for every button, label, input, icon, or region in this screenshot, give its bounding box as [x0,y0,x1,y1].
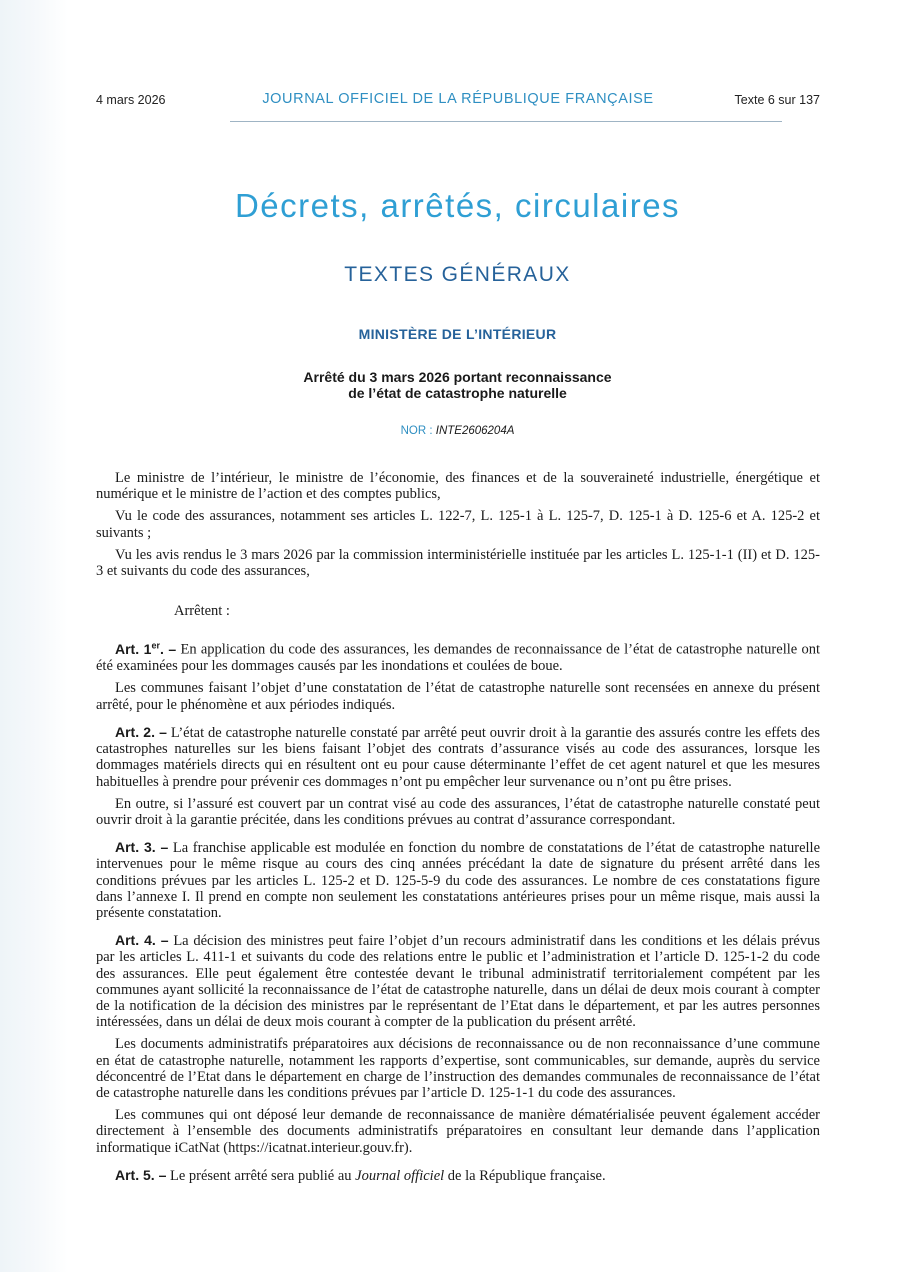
ministry-name: MINISTÈRE DE L’INTÉRIEUR [358,326,557,342]
publication-date: 4 mars 2026 [96,93,166,107]
nor-reference [0,425,900,437]
article-4-paragraph-2: Les documents administratifs préparatoires aux décisions de reconnaissance ou de non reconnaissance d’une commune en état de catastrophe naturelle, notamment les rapports d’expertise, sont communicables, sur demande, auprès du service déconcentré de l’Etat dans le département en charge de l’instruction des demandes communales de reconnaissance de l’état de catastrophe naturelle dans les conditions prévues par l’article D. 125-1-1 du code des assurances. [96,1036,820,1101]
article-5-paragraph-1: Art. 5. – Le présent arrêté sera publié au Journal officiel de la République française. [115,1166,606,1184]
nor-code: INTE2606204A [435,425,515,437]
article-1-label: Art. 1er. – [115,640,177,658]
article-2-paragraph-2: En outre, si l’assuré est couvert par un contrat visé au code des assurances, l’état de catastrophe naturelle constaté peut ouvrir droit à la garantie précitée, dans les conditions prévues au contrat d’assurance correspondant. [96,795,820,828]
act-title-line-2: de l’état de catastrophe naturelle [348,385,567,401]
article-4-paragraph-1: Art. 4. – La décision des ministres peut faire l’objet d’un recours administratif dans les conditions et les délais prévus par les articles L. 411-1 et suivants du code des relations entre le public et l’administration et l’article D. 125-1-2 du code des assurances. Elle peut également être contestée devant le tribunal administratif territorialement compétent par les communes ayant sollicité la reconnaissance de l’état de catastrophe naturelle, dans un délai de deux mois courant à compter de la notification de la décision des ministres par le représentant de l’Etat dans le département, et par les autres personnes intéressées, dans un délai de deux mois courant à compter de la publication du présent arrêté. [96,932,820,1031]
section-title: Décrets, arrêtés, circulaires [234,187,681,224]
act-title [0,369,900,401]
sub-title: TEXTES GÉNÉRAUX [344,263,571,286]
act-title-line-1: Arrêté du 3 mars 2026 portant reconnaissance [303,369,612,385]
article-4-paragraph-3: Les communes qui ont déposé leur demande de reconnaissance de manière dématérialisée peuvent également accéder directement à l’ensemble des documents administratifs préparatoires en consultant leur demande dans l’application informatique iCatNat (https://icatnat.interieur.gouv.fr). [96,1107,820,1156]
nor-label: NOR : [400,425,436,437]
article-1-paragraph-1: Art. 1er. – En application du code des assurances, les demandes de reconnaissance de l’état de catastrophe naturelle ont été examinées pour les dommages causés par les inondations et coulées de boue. [96,640,820,675]
preamble-vu-code: Vu le code des assurances, notamment ses articles L. 122-7, L. 125-1 à L. 125-7, D. 125-1 à D. 125-6 et A. 125-2 et suivants ; [96,508,820,541]
article-2-label: Art. 2. – [115,723,167,740]
text-count: Texte 6 sur 137 [734,93,820,107]
article-3-label: Art. 3. – [115,839,169,856]
journal-name: JOURNAL OFFICIEL DE LA RÉPUBLIQUE FRANÇAISE [262,91,654,107]
arretent: Arrêtent : [174,603,230,620]
journal-officiel-italic: Journal officiel [355,1167,445,1184]
article-5-label: Art. 5. – [115,1166,167,1183]
article-1-paragraph-2: Les communes faisant l’objet d’une constatation de l’état de catastrophe naturelle sont recensées en annexe du présent arrêté, pour le phénomène et aux périodes indiqués. [96,680,820,713]
article-2-paragraph-1: Art. 2. – L’état de catastrophe naturelle constaté par arrêté peut ouvrir droit à la garantie des assurés contre les effets des catastrophes naturelles sur les biens faisant l’objet des contrats d’assurance visés au code des assurances, lorsque les dommages matériels directs qui en résultent ont eu pour cause déterminante l’effet de cet agent naturel et que les mesures habituelles à prendre pour prévenir ces dommages n’ont pu empêcher leur survenance ou n’ont pu être prises. [96,723,821,790]
preamble-ministers: Le ministre de l’intérieur, le ministre de l’économie, des finances et de la souveraineté industrielle, énergétique et numérique et le ministre de l’action et des comptes publics, [96,470,820,503]
journal-header [96,90,820,112]
decree-body [96,470,820,1190]
article-3-paragraph-1: Art. 3. – La franchise applicable est modulée en fonction du nombre de constatations de l’état de catastrophe naturelle intervenues pour le même risque au cours des cinq années précédant la date de signature du présent arrêté dans les conditions prévues par les articles L. 125-2 et D. 125-5-9 du code des assurances. Le nombre de ces constatations figure dans l’annexe I. Il prend en compte non seulement les constatations antérieures prises pour un même risque, mais aussi la présente constatation. [96,839,821,921]
article-4-label: Art. 4. – [115,932,169,949]
header-divider [230,121,782,122]
preamble-vu-avis: Vu les avis rendus le 3 mars 2026 par la commission interministérielle instituée par les articles L. 125-1-1 (II) et D. 125-3 et suivants du code des assurances, [96,546,820,580]
